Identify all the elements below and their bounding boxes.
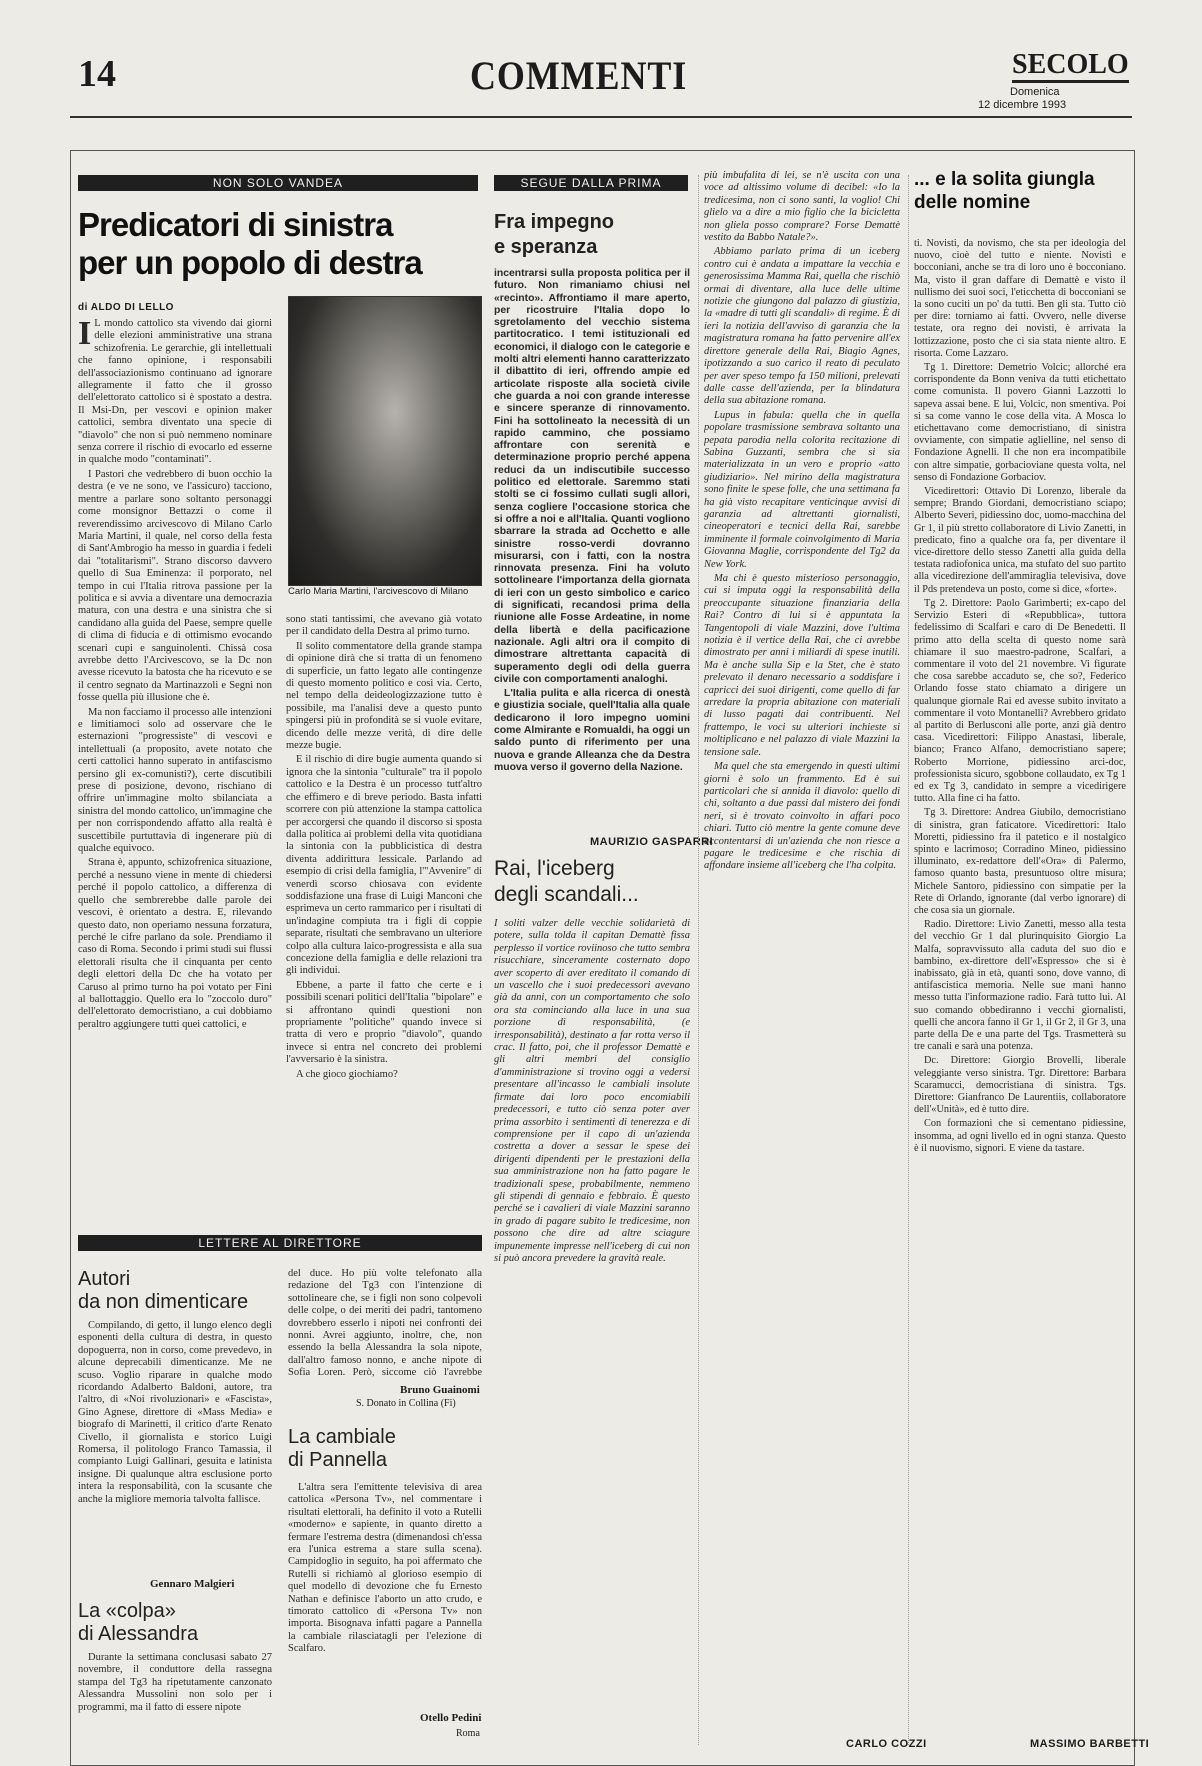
letter1-title-line1: Autori (78, 1268, 131, 1290)
letter1-title (78, 1268, 272, 1314)
article3-body (494, 918, 690, 1754)
letter4-signature: Otello Pedini (420, 1712, 482, 1724)
article2-text: incentrarsi sulla proposta politica per il futuro. Non rimaniamo chiusi nel «recinto». Affrontiamo il mare aperto, per ricostruire l'Italia dopo lo sgretolamento del vecchio sistema partitocratico. I temi istituzionali ed economici, il dialogo con le categorie e molti altri elementi hanno caratterizzato il dibattito di ieri, offrendo ampie ed articolate risposte alla società civile che guarda a noi con grande interesse e sincere speranze di rinnovamento. Fini ha sottolineato la necessità di un rapido cammino, che possiamo affrontare con serenità e determinazione proprio perché appena reduci da un indiscutibile successo politico ed elettorale. Saremmo stati stolti se ci fossimo cullati sugli allori, senza cogliere l'occasione storica che si offre a noi e all'Italia. Quanti vogliono sbarrare la strada ad Occhetto e alle sinistre rosso-verdi dovranno misurarsi, con i fatti, con la nostra rinnovata presenza. Fini ha voluto sottolineare l'importanza della giornata di ieri con un gesto simbolico e carico di significati, recandosi prima della riunione alle Fosse Ardeatine, in nome della libertà e della pacificazione nazionale. Agli altri ora il compito di dimostrare altrettanta capacità di superamento degli odi della guerra civile con comportamenti analoghi. (494, 268, 690, 685)
article1-dropcap: I (78, 318, 92, 352)
article1-para8: Ebbene, a parte il fatto che certe e i possibili scenari politici dell'Italia "bipolare" e si affrontano quindi questioni non propriamente "politiche" quando invece si tratta di vero e proprio "diavolo", quando invece si entra nel concreto dei problemi l'avversario è la sinistra. (286, 979, 482, 1066)
letter1-text: Compilando, di getto, il lungo elenco degli esponenti della cultura di destra, in questo dopoguerra, non in corso, come prevedevo, in alcune deprecabili dimenticanze. Me ne scuso. Voglio riparare in qualche modo ricordando Adalberto Baldoni, autore, tra l'altro, di «Noi rivoluzionari» e «Fascista», Gino Agnese, direttore di «Mass Media» e biografo di Marinetti, il critico d'arte Renato Civello, il giornalista e storico Luigi Romersa, il politologo Franco Tamassia, il compianto Luigi Gallinari, gesuita e latinista insigne. Di qualunque altra esclusione porto intera la responsabilità, con la scusante che anche la migliore memoria talvolta fallisce. (78, 1320, 272, 1505)
letter4-title-line1: La cambiale (288, 1426, 396, 1448)
article5-headline-line2: delle nomine (914, 192, 1031, 213)
article5-text8: Con formazioni che si cementano pidiessine, insomma, ad ogni livello ed in ogni stanza. Questo è il nuovismo, signori. E viene da tastare. (914, 1118, 1126, 1154)
article1-para6: Il solito commentatore della grande stampa di opinione dirà che si tratta di un fenomeno di superficie, un fatto legato alle contingenze di questo momento politico e così via. Certo, nel tempo della deideologizzazione tutto è possibile, ma l'analisi deve a questo punto spingersi più in profondità se si vuole evitare, dicendo delle mezze verità, di dire delle mezze bugie. (286, 640, 482, 752)
photo-caption: Carlo Maria Martini, l'arcivescovo di Milano (288, 586, 469, 597)
kicker-lettere: LETTERE AL DIRETTORE (78, 1235, 482, 1251)
letter4-body (288, 1482, 482, 1706)
article5-text7: Dc. Direttore: Giorgio Brovelli, liberale veleggiante verso sinistra. Tgr. Direttore: Barbara Scaramucci, democristiana di sinistra. Tgs. Direttore: Gianfranco De Laurentiis, collaboratore dell'«Unità», ed è tutto dire. (914, 1055, 1126, 1116)
issue-day: Domenica (1010, 86, 1060, 98)
article2-headline-line1: Fra impegno (494, 211, 615, 233)
article4-body (704, 170, 900, 1734)
article1-headline (78, 206, 478, 282)
article1-para9: A che gioco giochiamo? (296, 1068, 398, 1080)
letter2-title-line2: di Alessandra (78, 1623, 199, 1645)
masthead-rule (70, 116, 1132, 118)
letter4-title-line2: di Pannella (288, 1449, 387, 1471)
article2-signature: MAURIZIO GASPARRI (590, 836, 714, 848)
article4-text2: Ma chi è questo misterioso personaggio, cui si imputa oggi la responsabilità della preoccupante situazione finanziaria della Rai? Contro di lui si è appuntata la Tangentopoli di viale Mazzini, dove l'ultima notizia è il vertice della Rai, che ci avrebbe dimostrato per anni i miliardi di spese inutili. Ma è anche sulla Sip e la Stet, che è stato prelevato il denaro necessario a soddisfare i capricci dei suoi dirigenti, come quello di far arredare la propria abitazione con materiali di lusso pagati dai contribuenti. Nel frattempo, le voci su ulteriori inchieste si moltiplicano e nel palazzo di viale Mazzini la tensione sale. (704, 573, 900, 758)
kicker-non-solo-vandea: NON SOLO VANDEA (78, 175, 478, 191)
article4-signature: CARLO COZZI (846, 1738, 927, 1750)
article1-para5: sono stati tantissimi, che avevano già votato per il candidato della Destra al primo turno. (286, 614, 482, 638)
issue-date: 12 dicembre 1993 (978, 99, 1067, 111)
letter3-signature: Bruno Guainomi (400, 1384, 480, 1396)
article3-headline (494, 856, 639, 908)
article5-body (914, 238, 1126, 1734)
article5-text6: Radio. Direttore: Livio Zanetti, messo alla testa del vecchio Gr 1 dal plurinquisito Giorgio La Malfa, sopravvissuto alla caduta del suo dio e bambino, ex-direttore dell'«Espresso» che si è inabissato, già in età, quanti sono, dove vanno, di antifascistica memoria. Nelle sue mani hanno messo tutta l'informazione radio. Farà tutto lui. Al suo comando obbediranno i vecchi giornalisti, quelli che ancora fanno il Gr 1, il Gr 2, il Gr 3, una parte della De e una parte del Tgs. Trasmetterà su tre canali e sarà una potenza. (914, 919, 1126, 1053)
article3-text3: Lupus in fabula: quella che in quella popolare trasmissione sembrava soltanto una pepata parodia nella colorita recitazione di Sabina Guzzanti, sembra che si sia materializzata in un vero e proprio «atto giudiziario». Nel mirino della magistratura sono finite le spese folle, che una settimana fa ha già visto recapitare venticinque avvisi di garanzia ad altrettanti giornalisti, cineoperatori e tecnici della Rai, sarebbe imminente il formale coinvolgimento di Maria Giovanna Maglie, corrispondente del Tg2 da New York. (704, 409, 900, 570)
article5-headline-line1: ... e la solita giungla (914, 169, 1095, 190)
photo-carlo-maria-martini (288, 296, 482, 586)
letter1-signature: Gennaro Malgieri (150, 1578, 235, 1590)
page-number: 14 (78, 53, 116, 95)
article4-text: più imbufalita di lei, se n'è uscita con una voce ad altissimo volume di decibel: «Io la tredicesima, non ci sono santi, la voglio! Chi glielo va a dire a mio figlio che la bicicletta non gliela posso comprare? Forse Demattè vestito da Babbo Natale?». (704, 170, 900, 244)
column-divider-2 (908, 175, 910, 1745)
article4-text3: Ma quel che sta emergendo in questi ultimi giorni è solo un frammento. Ed è sui particolari che si annida il diavolo: quello di chi, soltanto a due passi dal mistero dei fondi neri, si è trovato coinvolto in affari poco chiari. Tutto ciò mentre la gente comune deve accontentarsi di un'azienda che non riesce a pagare le tredicesime e che rischia di affondare insieme all'iceberg che l'ha colpita. (704, 761, 900, 872)
letter3-body (288, 1268, 482, 1380)
article1-col1 (78, 318, 272, 1192)
article1-para3: Ma non facciamo il processo alle intenzioni e limitiamoci solo ad osservare che le esternazioni "progressiste" di vescovi e intellettuali (a proposito, avete notato che certi cattolici hanno superato in antifascismo persino gli ex-comunisti?), certe discutibili prese di posizione, devono, rischiano di offrire un'immagine molto sbilanciata a sinistra del mondo cattolico, un'immagine che per non corrispondendo affatto alla realtà è suscettibile purtuttavia di ingenerare più di qualche equivoco. (78, 706, 272, 855)
letter3-text: del duce. Ho più volte telefonato alla redazione del Tg3 con l'intenzione di sottolineare che, se i figli non sono colpevoli delle colpe, o dei meriti dei padri, tantomeno dovrebbero esserlo i nipoti nei confronti dei nonni. Avrei aggiunto, inoltre, che, non essendo la bella Alessandra la sola nipote, dall'altro famoso nonno, e anche nipote di Sofia Loren. Però, siccome ciò l'avrebbe (288, 1268, 482, 1379)
article2-text2: L'Italia pulita e alla ricerca di onestà e giustizia sociale, quell'Italia alla quale dedicarono il loro impegno uomini come Almirante e Romualdi, ha oggi un saldo punto di riferimento per una nuova e grande Alleanza che da Destra muova verso il governo della Nazione. (494, 688, 690, 773)
article1-col2 (286, 614, 482, 1230)
article3-headline-line1: Rai, l'iceberg (494, 857, 615, 880)
letter2-title (78, 1600, 272, 1646)
section-title: COMMENTI (470, 53, 688, 98)
article5-text2: Tg 1. Direttore: Demetrio Volcic; allorché era corrispondente da Bonn veniva da tutti etichettato come comunista. Il povero Gianni Lazzotti lo sapeva assai bene. E lui, Volcic, non smentiva. Poi si sa come vanno le cose della vita. A Mosca lo etichettavano come democristiano, di sinistra ovviamente, con simpatie aglielline, nel senso di Fondazione Agnelli. Il che non era incompatibile con altre simpatie, gorbacioviane questa volta, nel senso di Fondazione Gorbaciov. (914, 362, 1126, 483)
article1-para2: I Pastori che vedrebbero di buon occhio la destra (e ve ne sono, ve l'assicuro) tacciono, mentre a parlare sono soltanto personaggi come monsignor Bettazzi o come il reverendissimo arcivescovo di Milano Carlo Maria Martini, il quale, nel corso della festa di Sant'Ambrogio ha messo in guardia i fedeli dai "totalitarismi". Strano discorso davvero quello di Sua Eminenza: il porporato, nel tempo in cui l'Italia ritrova passione per la politica e si avvia a diventare una democrazia matura, con una destra e una sinistra che si candidano alla guida del Paese, sempre quelle di clima di fiducia e di ottimismo evocando scenari cupi e sanguinolenti. Chissà cosa avrebbe detto l'Arcivescovo, se la Dc non avesse ricevuto la batosta che ha ricevuto e se il centro segnato da Martinazzoli e Segni non fosse quella più illusione che è. (78, 468, 272, 704)
column-divider-1 (698, 175, 700, 1745)
letter1-title-line2: da non dimenticare (78, 1291, 249, 1313)
article1-para4: Strana è, appunto, schizofrenica situazione, perché a nessuno viene in mente di chiedersi perché il popolo cattolico, a differenza di quello che sembrerebbe dalle parole dei vescovi, è orientato a destra. E, rilevando questo dato, non operiamo nessuna forzatura, perché le cifre parlano da sole. Prendiamo il caso di Roma. Secondo i primi studi sui flussi elettorali risulta che il cinquanta per cento degli elettori della Dc che ha votato per Caruso al primo turno ha poi votato per Fini al ballottaggio. Quello era lo "zoccolo duro" dell'elettorato democristiano, a cui dobbiamo peraltro aggiungere tutti quei cattolici, e (78, 857, 272, 1030)
article3-headline-line2: degli scandali... (494, 883, 639, 906)
letter4-text: L'altra sera l'emittente televisiva di area cattolica «Persona Tv», nel commentare i risultati elettorali, ha definito il voto a Rutelli «moderno» e sapiente, in quanto diretto a fermare l'estrema destra (dimenandosi ch'essa era l'unica estrema a stare sulla scena). Campidoglio in seguito, ha poi affermato che Rutelli si richiamò al glorioso esempio di quel modello di devozione che fu Ernesto Nathan e definisce l'aborto un atto crudo, e timorato cattolico di «Persona Tv» non importa. Bisognava infatti pagare a Pannella la cambiale rilasciatagli per l'elezione di Scalfaro. (288, 1482, 482, 1655)
article2-body (494, 268, 690, 834)
article5-text1: ti. Novisti, da novismo, che sta per ideologia del nuovo, cioè del tutto e niente. Novisti e bocconiani, anche se tra di loro uno è bocconiano. Ma, visto il gran daffare di Demattè e visto il nullismo dei suoi soci, l'eticchetta di bocconiani se la sono cuciti un po' da tutti. Ben gli sta. Tutto ciò per dire: torniamo ai fatti. Ovvero, nelle diverse testate, ora regno dei novisti, è arrivata la lottizzazione, posto che ci sia stata niente altro. E risorta. Come Lazzaro. (914, 238, 1126, 359)
article5-text3: Vicedirettori: Ottavio Di Lorenzo, liberale da sempre; Brando Giordani, democristiano sciapo; Alberto Severi, pidiessino doc, uomo-macchina del Gr 1, il più stretto collaboratore di Livio Zanetti, in predicato, fino a qualche ora fa, per diventare il vice-direttore dello stesso Zanetti alla guida della testata radiofonica unica, ma stufato del suo partito alla vicedirezione dell'ammiraglia televisiva, dove il Pds pretendeva un posto, come si dice, «forte». (914, 486, 1126, 595)
letter2-text: Durante la settimana conclusasi sabato 27 novembre, il conduttore della rassegna stampa del Tg3 ha ripetutamente canzonato Alessandra Mussolini non solo per i programmi, ma il fatto di essere nipote (78, 1652, 272, 1713)
letter4-place: Roma (456, 1728, 480, 1739)
article2-headline (494, 210, 614, 260)
article5-headline (914, 168, 1126, 214)
article1-byline: di ALDO DI LELLO (78, 302, 174, 313)
article1-headline-line2: per un popolo di destra (78, 244, 422, 281)
letter3-place: S. Donato in Collina (Fi) (356, 1398, 456, 1409)
letter2-title-line1: La «colpa» (78, 1600, 176, 1622)
article5-signature: MASSIMO BARBETTI (1030, 1738, 1150, 1750)
article5-text5: Tg 3. Direttore: Andrea Giubilo, democristiano di sinistra, gran faticatore. Vicedirettori: Italo Moretti, pidiessino fra il patetico e il nostalgico spinto e lacrimoso; Corradino Mineo, pidiessino illuminato, ex-redattore dell'«Ora» di Palermo, famoso quanto basta, presuntuoso oltre misura; Michele Santoro, pidiessino con simpatie per la Rete di Orlando, ignorante (dal verbo ignorare) di che cosa sia un giornale. (914, 807, 1126, 916)
article1-para1: L mondo cattolico sta vivendo dai giorni delle elezioni amministrative una strana schizofrenia. Le gerarchie, gli intellettuali che fanno opinione, i responsabili dell'associazionismo continuano ad ignorare allegramente il fatto che il grosso dell'elettorato cattolico si è spostato a destra. Il Msi-Dn, per vescovi e opinion maker cattolici, sembra diventato una specie di "diavolo" che non si può nemmeno nominare senza correre il rischio di evocarlo ed esserne in qualche modo "contaminati". (78, 318, 272, 466)
newspaper-logo: SECOLO (1012, 50, 1129, 83)
article1-headline-line1: Predicatori di sinistra (78, 206, 393, 243)
article2-headline-line2: e speranza (494, 236, 598, 258)
letter4-title (288, 1426, 482, 1472)
article5-text4: Tg 2. Direttore: Paolo Garimberti; ex-capo del Servizio Esteri di «Repubblica», tuttora fedelissimo di Scalfari e caro di De Benedetti. Il primo atto della scelta di questo nome sarà chiamare il suo maestro-padrone, Scalfari, a commentare il voto del 21 novembre. Vi figurate che cosa sarebbe accaduto se, che so?, Federico Orlando fosse stato chiamato a dirigere un qualunque giornale Rai ed avesse subito invitato a commentare il voto Montanelli? Avrebbero gridato al partito di Berlusconi alle porte, anzi già dentro casa. Vicedirettori: Filippo Anastasi, liberale, bianco; Franco Alfano, democristiano sapere; Roberto Morrione, pidiessino arci-doc, professionista sicuro, sgobbone collaudato, ex Tg 1 ed ex Tg 3, candidato in sempre a vicedirigere tutto. Alla fine ci ha fatto. (914, 597, 1126, 805)
letter2-body (78, 1652, 272, 1752)
article3-text2: Abbiamo parlato prima di un iceberg contro cui è andata a impattare la vecchia e generosissima Mamma Rai, quella che rischiò ormai di diventare, alla luce delle ultime notizie che giungono dal palazzo di giustizia, la «madre di tutti gli scandali» di regime. È di ieri la notizia dell'avviso di garanzia che la magistratura romana ha fatto pervenire all'ex direttore generale della Rai, Biagio Agnes, ipotizzando a suo carico il reato di peculato per aver speso tempo fa 150 milioni, prelevati dalle casse dell'azienda, per la blindatura della sua abitazione romana. (704, 246, 900, 407)
article3-text: I soliti valzer delle vecchie solidarietà di potere, sulla tolda il capitan Demattè fissa perplesso il vortice roviinoso che tutto sembra risucchiare, sinceramente costernato dopo aver scoperto di aver ereditato il comando di un vascello che i suoi predecessori avevano già da anni, con un comportamento che solo ora sta cominciando alla luce in una sua porzione di responsabilità, (e irresponsabilità), destinato a far rotta verso il crac. Il fatto, poi, che il professor Demattè e gli altri membri del consiglio d'amministrazione si trovino oggi a vedersi presentare all'incasso le cambiali insolute firmate dai loro poco encomiabili predecessori, e tutto ciò senza poter aver prima assorbito i sentimenti di tenerezza e di comprensione per il capo di un'azienda costretta a dover a sessar le spese dei dirigenti dipendenti per le prestazioni della sua amministrazione non ha fatto pagare le tradizionali spese, probabilmente, nemmeno gli stipendi di gennaio e febbraio. È questo perché se i cavalieri di viale Mazzini saranno in grado di pagare subito le tredicesime, non possono che dire ad altre sciagure impunemente impresse nell'iceberg di cui non si può ancora prevedere la gravità reale. (494, 918, 690, 1264)
article1-para7: E il rischio di dire bugie aumenta quando si ignora che la sintonia "culturale" tra il popolo cattolico e la Destra è un processo tutt'altro che effimero e di breve periodo. Basta infatti scorrere con più attenzione la stampa cattolica per accorgersi che quando il discorso si sposta dalla politica ai problemi della vita quotidiana la sintonia con la pubblicistica di destra diventa addirittura lessicale. Parlando ad esempio di crisi della famiglia, l'"Avvenire" di venerdì scorso chiosava con evidente soddisfazione una frase di Luigi Manconi che esprimeva un certo rammarico per i risultati di un'indagine compiuta tra i figli di coppie separate, risultati che sembravano un ulteriore colpo alla cultura laico-progressista e alla sua concezione della famiglia e delle relazioni tra gli individui. (286, 754, 482, 977)
kicker-segue-dalla-prima: SEGUE DALLA PRIMA (494, 175, 688, 191)
letter1-body (78, 1320, 272, 1574)
